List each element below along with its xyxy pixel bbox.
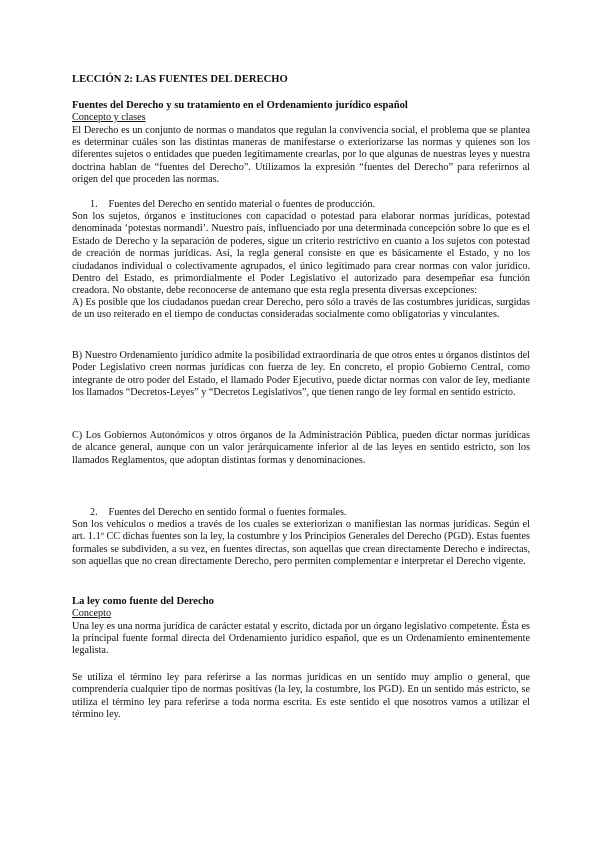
- paragraph-fuentes-formales: Son los vehículos o medios a través de los cuales se exteriorizan o manifiestan las normas jurídicas. Según el art. 1.1º CC dichas fuentes son la ley, la costumbre y los Principios Generales del Derecho (PGD). Estas fuentes formales se subdividen, a su vez, en fuentes directas, son aquellas que crean directamente Derecho e indirectas, son aquellas que no crean directamente Derecho, pero permiten complementar e interpretar el Derecho vigente.: [72, 519, 530, 568]
- list-item-label: Fuentes del Derecho en sentido material o fuentes de producción.: [108, 199, 376, 210]
- section-heading-fuentes: Fuentes del Derecho y su tratamiento en el Ordenamiento jurídico español: [72, 100, 408, 111]
- paragraph-termino-ley: Se utiliza el término ley para referirse a las normas jurídicas en un sentido muy amplio o general, que comprendería cualquier tipo de normas positivas (la ley, la costumbre, los PGD). En un sentido más estricto, se utiliza el término ley para referirse a toda norma escrita. Es este sentido el que nosotros vamos a utilizar el término ley.: [72, 672, 530, 721]
- intro-paragraph: El Derecho es un conjunto de normas o mandatos que regulan la convivencia social, el problema que se plantea es determinar cuáles son las distintas maneras de manifestarse o exteriorizarse las normas y quienes son los diferentes sujetos o entidades que pueden legítimamente crearlas, por lo que algunas de nuestras leyes y nuestra doctrina hablan de “fuentes del Derecho”. Utilizamos la expresión “fuentes del Derecho” para referirnos al origen del que proceden las normas.: [72, 124, 530, 186]
- list-item-number: 1.: [90, 199, 98, 210]
- list-item-number: 2.: [90, 507, 98, 518]
- document-title: LECCIÓN 2: LAS FUENTES DEL DERECHO: [72, 74, 288, 85]
- paragraph-exception-c: C) Los Gobiernos Autonómicos y otros órganos de la Administración Pública, pueden dictar normas jurídicas de alcance general, aunque con un valor jerárquicamente inferior al de las leyes en sentido estricto, son los llamados Reglamentos, que adoptan distintas formas y denominaciones.: [72, 430, 530, 466]
- subheading-concepto-clases: Concepto y clases: [72, 112, 146, 123]
- subheading-concepto: Concepto: [72, 608, 112, 619]
- paragraph-exception-b: B) Nuestro Ordenamiento jurídico admite la posibilidad extraordinaria de que otros entes u órganos distintos del Poder Legislativo creen normas jurídicas con fuerza de ley. En concreto, el propio Gobierno Central, como integrante de otro poder del Estado, el llamado Poder Ejecutivo, puede dictar normas con valor de ley, mediante los llamados “Decretos-Leyes” y “Decretos Legislativos”, que tienen rango de ley formal en sentido estricto.: [72, 350, 530, 399]
- list-item-label: Fuentes del Derecho en sentido formal o fuentes formales.: [108, 507, 347, 518]
- paragraph-fuentes-materiales: Son los sujetos, órganos e instituciones con capacidad o potestad para elaborar normas jurídicas, potestad denominada ‘potestas normandi’. Nuestro país, influenciado por una determinada concepción sobre lo que es el Estado de Derecho y la separación de poderes, sigue un criterio restrictivo en cuanto a los sujetos con potestad de creación de normas jurídicas. Así, la regla general consiste en que es básicamente el Estado, y no los ciudadanos individual o colectivamente agrupados, el único legitimado para crear normas con valor jurídico. Dentro del Estado, es primordialmente el Poder Legislativo el autorizado para desempeñar esa función creadora. No obstante, debe reconocerse de antemano que esta regla presenta diversas excepciones:: [72, 211, 530, 297]
- paragraph-ley-concepto: Una ley es una norma jurídica de carácter estatal y escrito, dictada por un órgano legislativo competente. Ésta es la principal fuente formal directa del Ordenamiento jurídico español, que es un Ordenamiento eminentemente legalista.: [72, 620, 530, 657]
- paragraph-exception-a: A) Es posible que los ciudadanos puedan crear Derecho, pero sólo a través de las costumbres jurídicas, surgidas de un uso reiterado en el tiempo de conductas consideradas socialmente como obligatorias y vinculantes.: [72, 297, 530, 321]
- list-item-fuentes-materiales: [90, 199, 375, 211]
- section-heading-ley: La ley como fuente del Derecho: [72, 596, 214, 607]
- list-item-fuentes-formales: [90, 507, 346, 519]
